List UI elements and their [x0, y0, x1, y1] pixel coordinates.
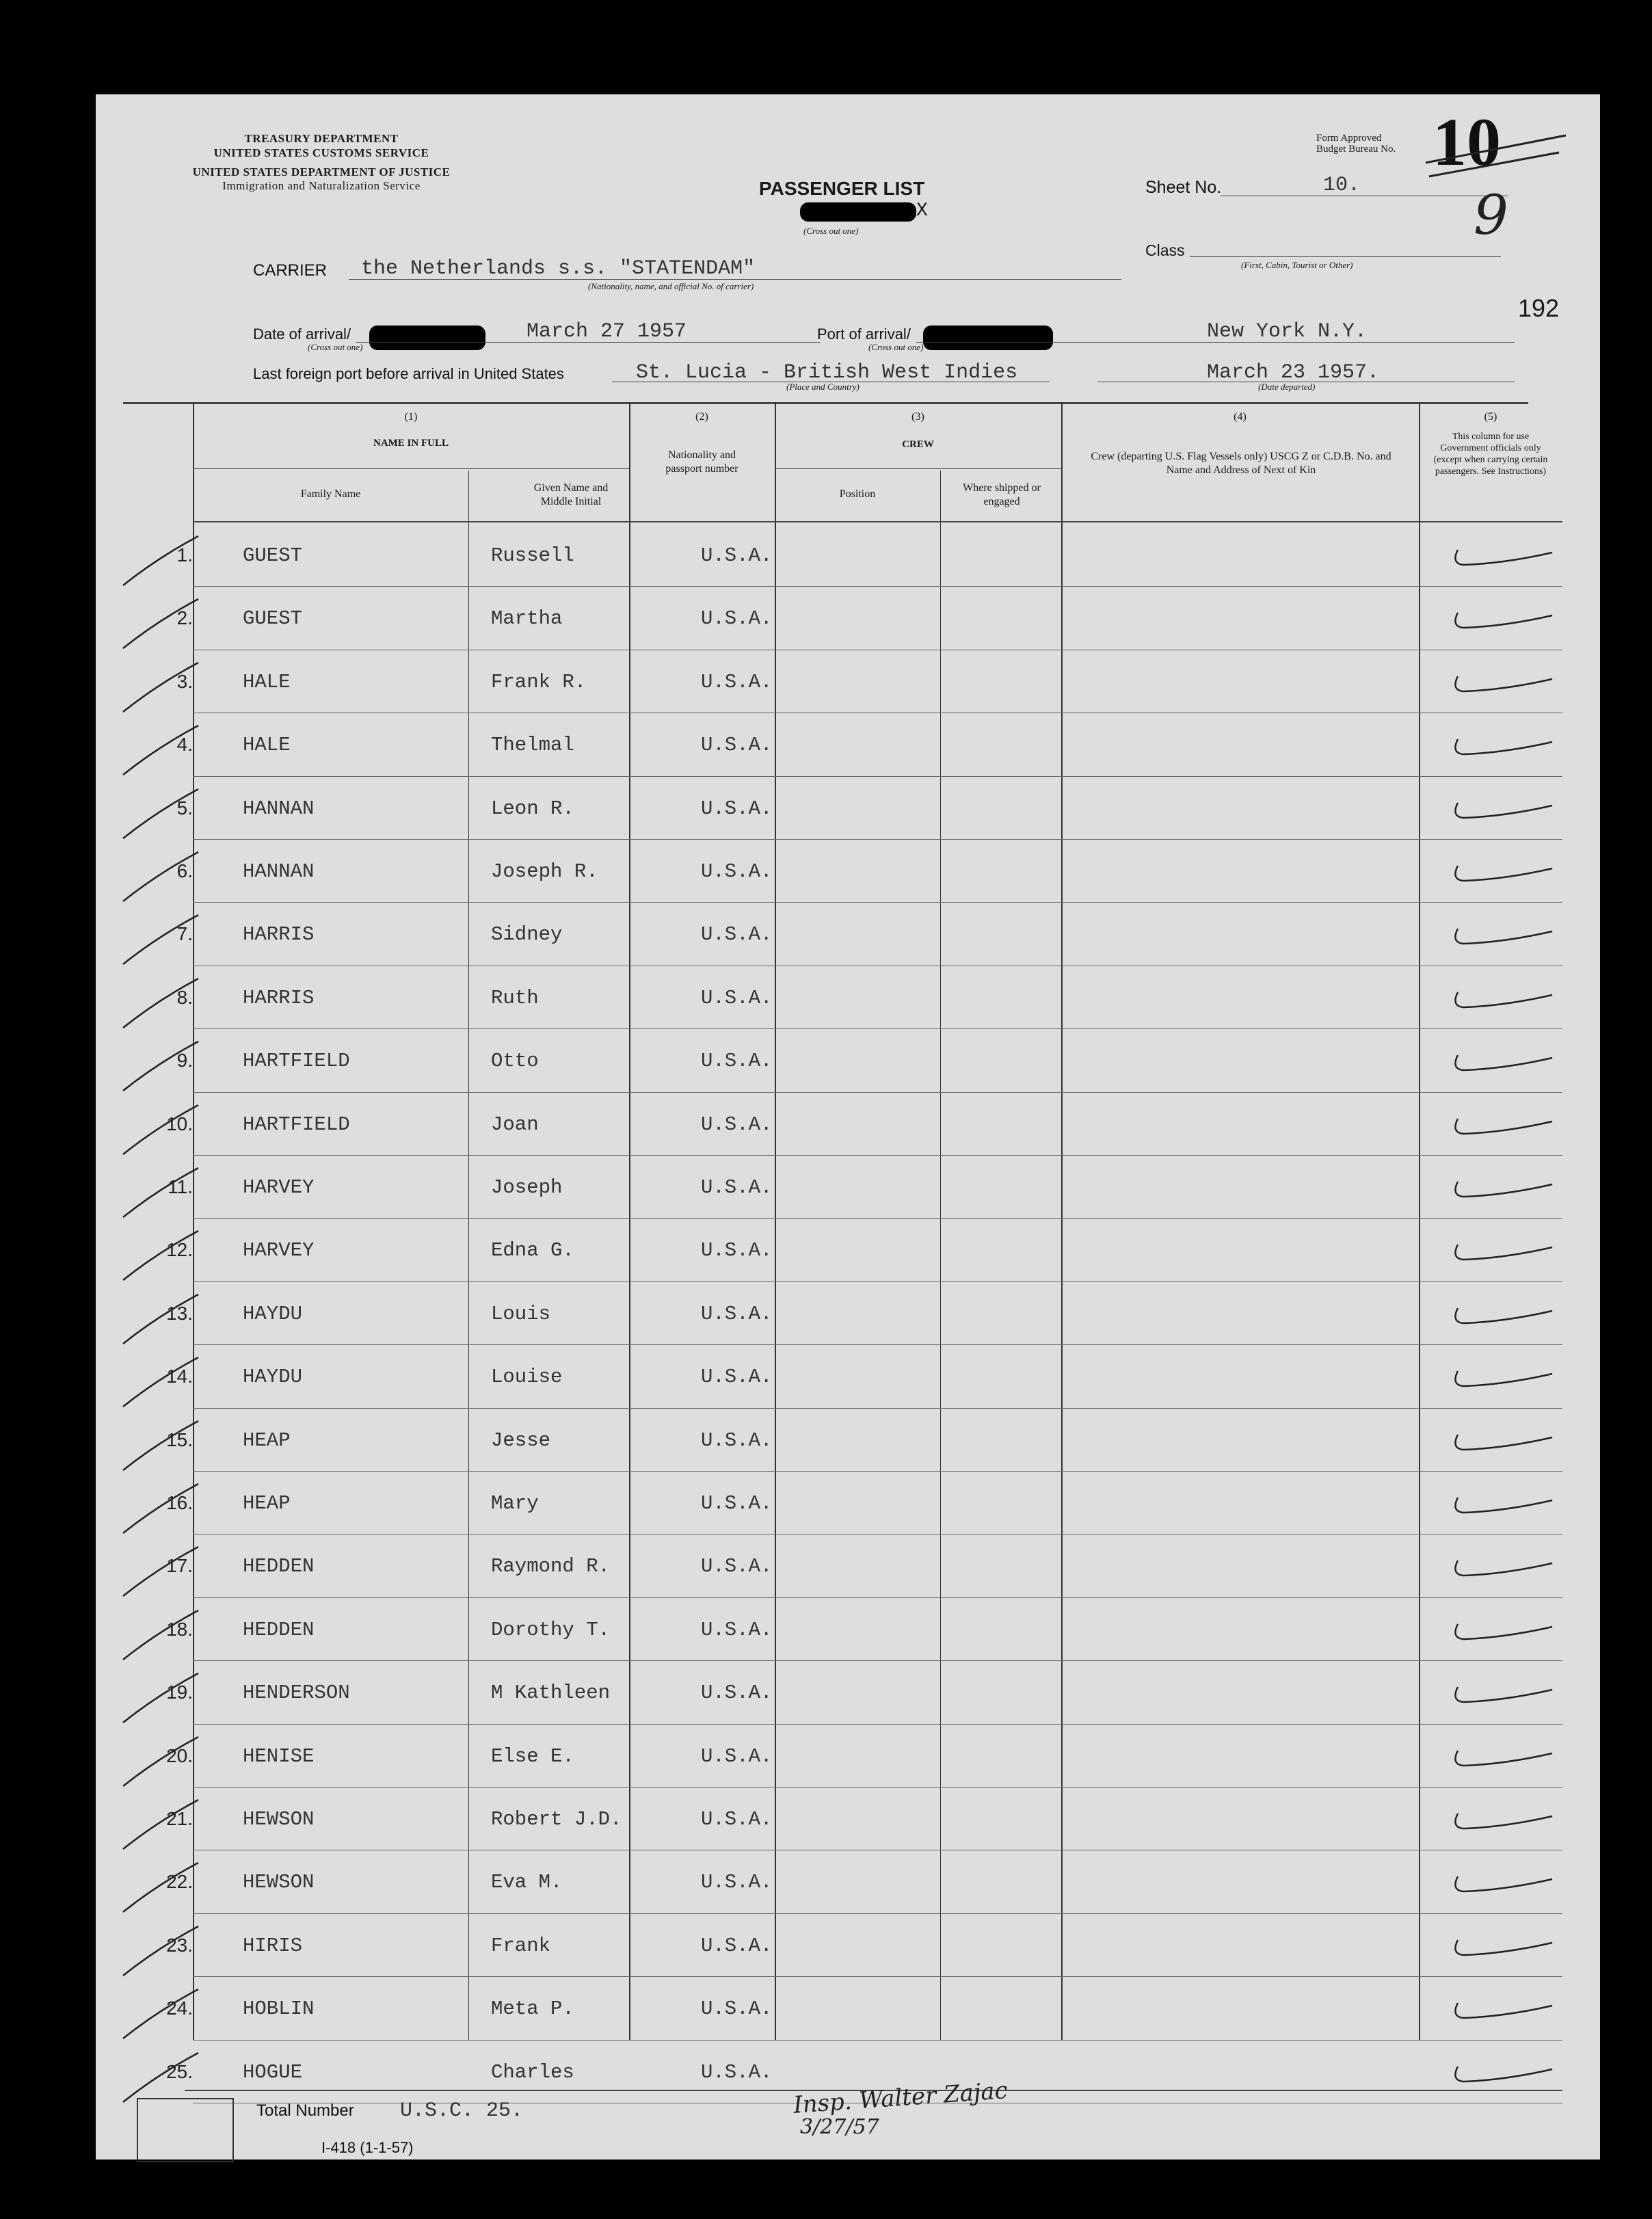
row-tick-mark-icon	[116, 1731, 205, 1793]
row-tick-mark-icon	[116, 909, 205, 971]
row-tick-mark-icon	[116, 594, 205, 655]
sheet-no-value: 10.	[1323, 174, 1361, 197]
redaction-bar-date	[369, 325, 485, 350]
col5-title: This column for use Government officials only (except when carrying certain passengers. See Instructions)	[1433, 431, 1548, 477]
official-check-mark-icon	[1450, 1800, 1559, 1841]
col1-number: (1)	[404, 411, 418, 423]
family-name-cell: HOGUE	[243, 2060, 303, 2084]
row-tick-mark-icon	[116, 1416, 205, 1477]
row-tick-mark-icon	[116, 1100, 205, 1161]
given-name-cell: Eva M.	[491, 1871, 563, 1894]
family-name-cell: HARVEY	[243, 1239, 315, 1262]
last-port-label: Last foreign port before arrival in United States	[253, 365, 564, 382]
official-check-mark-icon	[1450, 1610, 1559, 1651]
official-check-mark-icon	[1450, 1041, 1559, 1082]
table-row	[96, 1977, 1600, 2040]
col1-title: NAME IN FULL	[373, 438, 449, 449]
col3-number: (3)	[911, 411, 924, 423]
official-check-mark-icon	[1450, 1926, 1559, 1967]
row-tick-mark-icon	[116, 1289, 205, 1351]
nationality-cell: U.S.A.	[701, 1429, 773, 1452]
family-name-cell: HAYDU	[243, 1366, 303, 1389]
row-tick-mark-icon	[116, 657, 205, 719]
col4-title: Crew (departing U.S. Flag Vessels only) USCG Z or C.D.B. No. and Name and Address of Next of Kin	[1091, 451, 1391, 476]
nationality-cell: U.S.A.	[701, 860, 773, 883]
table-row	[96, 1029, 1600, 1092]
official-check-mark-icon	[1450, 2053, 1559, 2094]
port-of-arrival-value: New York N.Y.	[1207, 320, 1368, 343]
nationality-cell: U.S.A.	[701, 734, 773, 757]
row-number: 23.	[166, 1934, 193, 1956]
date-of-arrival-label: Date of arrival/	[253, 325, 351, 343]
total-number-value: U.S.C. 25.	[400, 2099, 524, 2123]
given-name-cell: Robert J.D.	[491, 1808, 622, 1831]
total-number-label: Total Number	[256, 2101, 354, 2120]
row-number: 13.	[166, 1302, 193, 1324]
table-row	[96, 840, 1600, 903]
row-number: 14.	[166, 1366, 193, 1387]
family-name-cell: GUEST	[243, 544, 303, 567]
signature-date: 3/27/57	[800, 2115, 879, 2139]
redaction-bar	[800, 202, 916, 222]
row-tick-mark-icon	[116, 1668, 205, 1729]
form-number: I-418 (1-1-57)	[321, 2139, 414, 2156]
nationality-cell: U.S.A.	[701, 1871, 773, 1894]
family-name-cell: HARRIS	[243, 986, 315, 1009]
given-name-cell: Dorothy T.	[491, 1618, 611, 1641]
given-name-cell: Mary	[491, 1492, 539, 1515]
row-number: 4.	[176, 734, 193, 756]
page-title: PASSENGER LIST	[759, 178, 925, 199]
row-tick-mark-icon	[116, 1478, 205, 1540]
carrier-label: CARRIER	[253, 261, 328, 280]
family-name-header: Family Name	[300, 488, 361, 500]
row-number: 20.	[166, 1744, 193, 1766]
official-check-mark-icon	[1450, 663, 1559, 704]
sheet-handwritten-number: 9	[1474, 183, 1508, 247]
official-check-mark-icon	[1450, 1737, 1559, 1778]
family-name-cell: HEWSON	[243, 1808, 315, 1831]
nationality-cell: U.S.A.	[701, 1555, 773, 1578]
given-name-cell: Leon R.	[491, 797, 574, 820]
row-number: 24.	[166, 1997, 193, 2019]
official-check-mark-icon	[1450, 1294, 1559, 1336]
nationality-cell: U.S.A.	[701, 1997, 773, 2021]
official-check-mark-icon	[1450, 1547, 1559, 1588]
table-row	[96, 966, 1600, 1029]
nationality-cell: U.S.A.	[701, 1302, 773, 1325]
official-check-mark-icon	[1450, 1673, 1559, 1714]
nationality-cell: U.S.A.	[701, 923, 773, 946]
header-bottom-rule	[193, 521, 1562, 522]
given-name-cell: Joseph R.	[491, 860, 598, 883]
row-number: 3.	[176, 670, 193, 692]
given-name-cell: M Kathleen	[491, 1682, 611, 1705]
nationality-cell: U.S.A.	[701, 1492, 773, 1515]
family-name-cell: HANNAN	[243, 860, 315, 883]
family-name-cell: HARTFIELD	[243, 1050, 350, 1073]
row-number: 25.	[166, 2060, 193, 2082]
nationality-cell: U.S.A.	[701, 607, 773, 630]
row-number: 18.	[166, 1618, 193, 1640]
departed-value: March 23 1957.	[1207, 361, 1380, 384]
family-name-cell: HARRIS	[243, 923, 315, 946]
nationality-cell: U.S.A.	[701, 1618, 773, 1641]
nationality-cell: U.S.A.	[701, 1366, 773, 1389]
port-hint: (Cross out one)	[868, 342, 924, 352]
official-check-mark-icon	[1450, 536, 1559, 577]
col3-title: CREW	[902, 439, 934, 450]
row-number: 19.	[166, 1682, 193, 1703]
family-name-cell: HALE	[243, 670, 291, 693]
table-row	[96, 1914, 1600, 1977]
table-row	[96, 650, 1600, 713]
class-hint: (First, Cabin, Tourist or Other)	[1241, 260, 1353, 270]
given-name-cell: Louis	[491, 1302, 551, 1325]
family-name-cell: HARTFIELD	[243, 1113, 350, 1136]
given-name-cell: Martha	[491, 607, 563, 630]
dept-line-customs: UNITED STATES CUSTOMS SERVICE	[213, 146, 429, 159]
given-name-cell: Louise	[491, 1366, 563, 1389]
nationality-cell: U.S.A.	[701, 670, 773, 693]
official-check-mark-icon	[1450, 599, 1559, 640]
nationality-cell: U.S.A.	[701, 1113, 773, 1136]
family-name-cell: HEAP	[243, 1492, 291, 1515]
given-name-cell: Thelmal	[491, 734, 574, 757]
title-suffix: X	[916, 200, 928, 222]
table-row	[96, 1219, 1600, 1281]
family-name-cell: HEWSON	[243, 1871, 315, 1894]
row-number: 22.	[166, 1871, 193, 1893]
family-name-cell: HALE	[243, 734, 291, 757]
class-label: Class	[1145, 241, 1185, 259]
official-check-mark-icon	[1450, 1863, 1559, 1904]
row-tick-mark-icon	[116, 1352, 205, 1413]
nationality-cell: U.S.A.	[701, 986, 773, 1009]
row-tick-mark-icon	[116, 1225, 205, 1287]
nationality-cell: U.S.A.	[701, 1050, 773, 1073]
dept-line-treasury: TREASURY DEPARTMENT	[244, 132, 399, 145]
official-check-mark-icon	[1450, 1231, 1559, 1272]
stamp-strike-icon	[1422, 122, 1573, 183]
official-check-mark-icon	[1450, 915, 1559, 956]
given-name-cell: Raymond R.	[491, 1555, 611, 1578]
inspector-signature: Insp. Walter Zajac	[792, 2077, 1009, 2119]
table-row	[96, 1534, 1600, 1597]
family-name-cell: HARVEY	[243, 1176, 315, 1199]
nationality-cell: U.S.A.	[701, 1808, 773, 1831]
table-row	[96, 1409, 1600, 1472]
family-name-cell: HAYDU	[243, 1302, 303, 1325]
row-tick-mark-icon	[116, 973, 205, 1035]
col2-number: (2)	[695, 411, 708, 423]
last-port-hint: (Place and Country)	[786, 382, 860, 392]
row-number: 15.	[166, 1429, 193, 1450]
given-name-cell: Else E.	[491, 1744, 574, 1768]
row-tick-mark-icon	[116, 1794, 205, 1856]
given-name-cell: Joseph	[491, 1176, 563, 1199]
dept-line-justice: UNITED STATES DEPARTMENT OF JUSTICE	[192, 165, 451, 178]
family-name-cell: HENDERSON	[243, 1682, 350, 1705]
official-check-mark-icon	[1450, 1989, 1559, 2030]
nationality-cell: U.S.A.	[701, 1239, 773, 1262]
family-name-cell: HANNAN	[243, 797, 315, 820]
family-name-cell: HENISE	[243, 1744, 315, 1768]
table-row	[96, 1282, 1600, 1345]
departed-hint: (Date departed)	[1258, 382, 1316, 392]
row-tick-mark-icon	[116, 784, 205, 845]
redaction-bar-port	[923, 325, 1053, 350]
row-number: 17.	[166, 1555, 193, 1577]
sheet-no-label: Sheet No.	[1145, 178, 1222, 197]
col2-title: Nationality and passport number	[665, 449, 738, 475]
page-number: 192	[1518, 294, 1560, 322]
family-name-cell: GUEST	[243, 607, 303, 630]
table-row	[96, 1788, 1600, 1850]
given-name-cell: Meta P.	[491, 1997, 574, 2021]
family-name-cell: HEAP	[243, 1429, 291, 1452]
row-tick-mark-icon	[116, 1857, 205, 1919]
row-number: 2.	[176, 607, 193, 629]
row-tick-mark-icon	[116, 1541, 205, 1603]
col5-number: (5)	[1484, 411, 1497, 423]
row-tick-mark-icon	[116, 531, 205, 592]
table-row	[96, 1156, 1600, 1219]
row-tick-mark-icon	[116, 1162, 205, 1224]
total-box	[137, 2098, 234, 2162]
row-tick-mark-icon	[116, 720, 205, 782]
nationality-cell: U.S.A.	[701, 544, 773, 567]
sheet-number-stamp: 10	[1433, 104, 1501, 180]
official-check-mark-icon	[1450, 1484, 1559, 1525]
row-number: 8.	[176, 986, 193, 1008]
table-row	[96, 713, 1600, 776]
row-number: 11.	[168, 1176, 193, 1197]
family-name-cell: HIRIS	[243, 1934, 303, 1957]
row-number: 6.	[176, 860, 193, 881]
shipped-header: Where shipped or engaged	[963, 482, 1041, 507]
table-top-rule	[123, 402, 1528, 404]
nationality-cell: U.S.A.	[701, 1176, 773, 1199]
row-tick-mark-icon	[116, 1921, 205, 1982]
official-check-mark-icon	[1450, 1105, 1559, 1146]
given-name-cell: Charles	[491, 2060, 574, 2084]
nationality-cell: U.S.A.	[701, 2060, 773, 2084]
budget-bureau-label: Budget Bureau No.	[1316, 144, 1396, 155]
table-row	[96, 524, 1600, 587]
cross-out-hint: (Cross out one)	[803, 226, 859, 236]
table-row	[96, 1472, 1600, 1534]
family-name-cell: HEDDEN	[243, 1555, 315, 1578]
date-hint: (Cross out one)	[308, 342, 363, 352]
row-tick-mark-icon	[116, 1605, 205, 1666]
table-row	[96, 1850, 1600, 1913]
table-row	[96, 1345, 1600, 1408]
row-tick-mark-icon	[116, 1036, 205, 1098]
official-check-mark-icon	[1450, 852, 1559, 893]
given-name-cell: Joan	[491, 1113, 539, 1136]
row-number: 21.	[166, 1808, 193, 1829]
row-number: 5.	[176, 797, 193, 819]
position-header: Position	[839, 488, 876, 500]
given-name-cell: Sidney	[491, 923, 563, 946]
given-name-cell: Frank R.	[491, 670, 587, 693]
table-row	[96, 1661, 1600, 1724]
row-number: 1.	[176, 544, 193, 566]
col4-number: (4)	[1234, 411, 1247, 423]
given-name-cell: Otto	[491, 1050, 539, 1073]
carrier-value: the Netherlands s.s. "STATENDAM"	[361, 257, 756, 280]
table-row	[96, 587, 1600, 650]
official-check-mark-icon	[1450, 1357, 1559, 1398]
last-port-value: St. Lucia - British West Indies	[636, 361, 1018, 384]
row-tick-mark-icon	[116, 1984, 205, 2045]
given-name-cell: Ruth	[491, 986, 539, 1009]
carrier-hint: (Nationality, name, and official No. of carrier)	[588, 281, 754, 291]
row-number: 16.	[166, 1492, 193, 1513]
date-of-arrival-value: March 27 1957	[527, 320, 687, 343]
form-approved-label: Form Approved	[1316, 133, 1382, 144]
given-name-cell: Frank	[491, 1934, 551, 1957]
nationality-cell: U.S.A.	[701, 797, 773, 820]
table-row	[96, 1725, 1600, 1788]
table-row	[96, 903, 1600, 966]
row-number: 9.	[176, 1050, 193, 1072]
given-name-cell: Edna G.	[491, 1239, 574, 1262]
official-check-mark-icon	[1450, 1421, 1559, 1462]
passenger-list-document	[96, 94, 1600, 2160]
family-name-cell: HEDDEN	[243, 1618, 315, 1641]
row-number: 7.	[176, 923, 193, 945]
given-name-header: Given Name and Middle Initial	[533, 482, 609, 507]
official-check-mark-icon	[1450, 726, 1559, 767]
nationality-cell: U.S.A.	[701, 1682, 773, 1705]
dept-line-ins: Immigration and Naturalization Service	[222, 179, 421, 192]
official-check-mark-icon	[1450, 979, 1559, 1020]
nationality-cell: U.S.A.	[701, 1934, 773, 1957]
table-row	[96, 1598, 1600, 1661]
table-row	[96, 1093, 1600, 1156]
table-row	[96, 777, 1600, 840]
given-name-cell: Russell	[491, 544, 574, 567]
row-tick-mark-icon	[116, 847, 205, 908]
family-name-cell: HOBLIN	[243, 1997, 315, 2021]
row-number: 10.	[166, 1113, 193, 1134]
row-number: 12.	[166, 1239, 193, 1261]
official-check-mark-icon	[1450, 1168, 1559, 1209]
nationality-cell: U.S.A.	[701, 1744, 773, 1768]
given-name-cell: Jesse	[491, 1429, 551, 1452]
official-check-mark-icon	[1450, 789, 1559, 830]
port-of-arrival-label: Port of arrival/	[817, 325, 911, 343]
